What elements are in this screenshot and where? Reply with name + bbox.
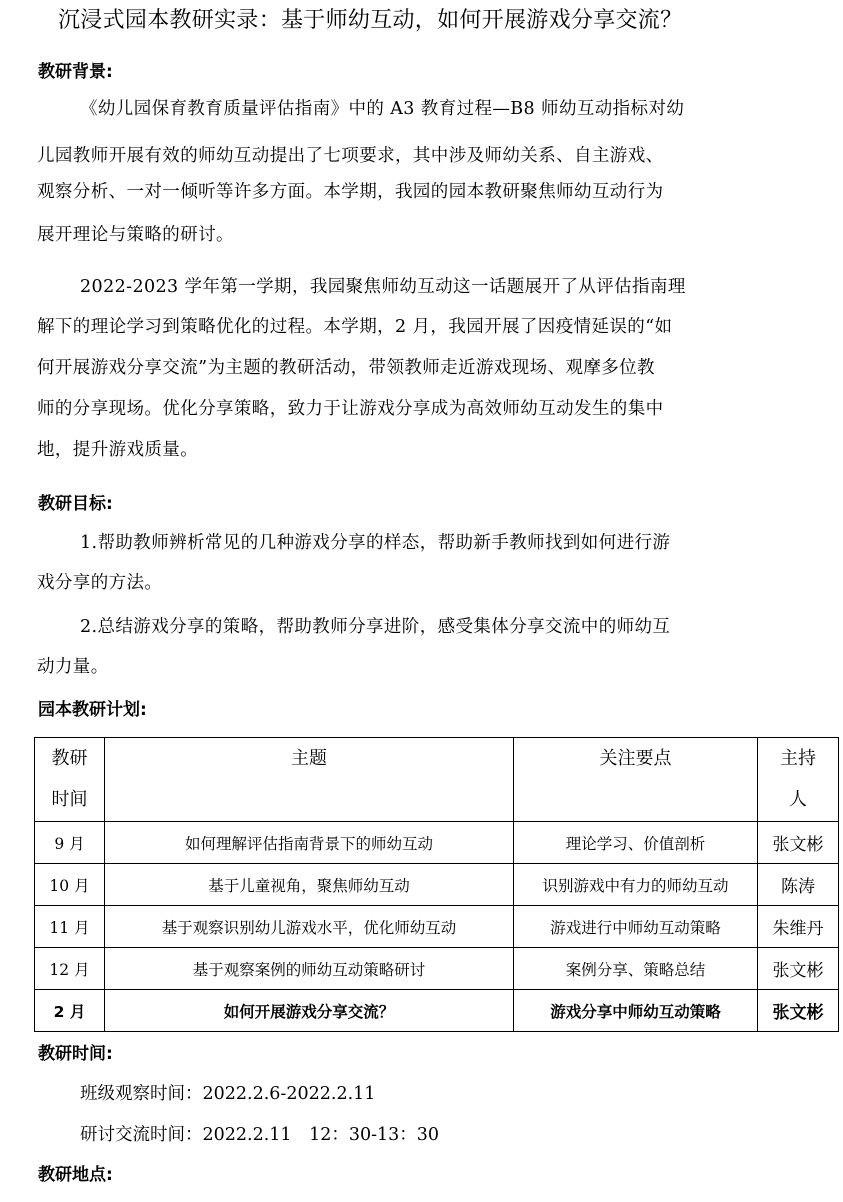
table-row bbox=[35, 906, 839, 948]
cell-topic: 基于儿童视角，聚焦师幼互动 bbox=[105, 864, 514, 906]
cell-host: 张文彬 bbox=[758, 990, 839, 1032]
column-header-host: 主持 人 bbox=[758, 738, 839, 822]
cell-time: 2 月 bbox=[35, 990, 105, 1032]
column-header-focus: 关注要点 bbox=[514, 738, 758, 822]
column-header-topic: 主题 bbox=[105, 738, 514, 822]
goals-heading: 教研目标: bbox=[38, 494, 113, 514]
cell-topic: 如何开展游戏分享交流？ bbox=[105, 990, 514, 1032]
cell-time: 9 月 bbox=[35, 822, 105, 864]
table-row bbox=[35, 864, 839, 906]
cell-focus: 案例分享、策略总结 bbox=[514, 948, 758, 990]
cell-host: 陈涛 bbox=[758, 864, 839, 906]
cell-focus: 理论学习、价值剖析 bbox=[514, 822, 758, 864]
cell-topic: 基于观察案例的师幼互动策略研讨 bbox=[105, 948, 514, 990]
cell-focus: 识别游戏中有力的师幼互动 bbox=[514, 864, 758, 906]
schedule-heading: 教研时间: bbox=[38, 1044, 113, 1064]
discuss-time: 研讨交流时间：2022.2.11 12：30-13：30 bbox=[80, 1125, 440, 1145]
cell-topic: 基于观察识别幼儿游戏水平，优化师幼互动 bbox=[105, 906, 514, 948]
cell-topic: 如何理解评估指南背景下的师幼互动 bbox=[105, 822, 514, 864]
cell-time: 10 月 bbox=[35, 864, 105, 906]
cell-time: 12 月 bbox=[35, 948, 105, 990]
cell-time: 11 月 bbox=[35, 906, 105, 948]
cell-host: 张文彬 bbox=[758, 948, 839, 990]
background-p1-line: 展开理论与策略的研讨。 bbox=[37, 225, 234, 245]
background-p2-line: 解下的理论学习到策略优化的过程。本学期，2 月，我园开展了因疫情延误的“如 bbox=[37, 317, 673, 337]
plan-heading: 园本教研计划: bbox=[38, 700, 147, 720]
cell-host: 朱维丹 bbox=[758, 906, 839, 948]
background-p1-line: 儿园教师开展有效的师幼互动提出了七项要求，其中涉及师幼关系、自主游戏、 bbox=[37, 146, 664, 166]
background-p1-line: 《幼儿园保育教育质量评估指南》中的 A3 教育过程—B8 师幼互动指标对幼 bbox=[80, 99, 685, 119]
cell-host: 张文彬 bbox=[758, 822, 839, 864]
background-p2-line: 何开展游戏分享交流”为主题的教研活动，带领教师走近游戏现场、观摩多位教 bbox=[37, 358, 655, 378]
cell-focus: 游戏进行中师幼互动策略 bbox=[514, 906, 758, 948]
table-row bbox=[35, 948, 839, 990]
goal-2-line: 动力量。 bbox=[37, 657, 109, 677]
page-title: 沉浸式园本教研实录：基于师幼互动，如何开展游戏分享交流？ bbox=[58, 8, 683, 33]
background-heading: 教研背景: bbox=[38, 62, 113, 82]
column-header-time: 教研 时间 bbox=[35, 738, 105, 822]
goal-2-line: 2.总结游戏分享的策略，帮助教师分享进阶，感受集体分享交流中的师幼互 bbox=[80, 617, 671, 637]
location-heading: 教研地点: bbox=[38, 1165, 113, 1185]
goal-1-line: 1.帮助教师辨析常见的几种游戏分享的样态，帮助新手教师找到如何进行游 bbox=[80, 533, 671, 553]
goal-1-line: 戏分享的方法。 bbox=[37, 573, 163, 593]
table-row bbox=[35, 822, 839, 864]
background-p1-line: 观察分析、一对一倾听等许多方面。本学期，我园的园本教研聚焦师幼互动行为 bbox=[37, 182, 664, 202]
table-header-row bbox=[35, 738, 839, 822]
observe-time: 班级观察时间：2022.2.6-2022.2.11 bbox=[80, 1084, 376, 1104]
cell-focus: 游戏分享中师幼互动策略 bbox=[514, 990, 758, 1032]
table-row-current bbox=[35, 990, 839, 1032]
background-p2-line: 2022-2023 学年第一学期，我园聚焦师幼互动这一话题展开了从评估指南理 bbox=[80, 277, 686, 297]
plan-table bbox=[34, 737, 839, 1032]
background-p2-line: 地，提升游戏质量。 bbox=[37, 440, 199, 460]
background-p2-line: 师的分享现场。优化分享策略，致力于让游戏分享成为高效师幼互动发生的集中 bbox=[37, 399, 664, 419]
